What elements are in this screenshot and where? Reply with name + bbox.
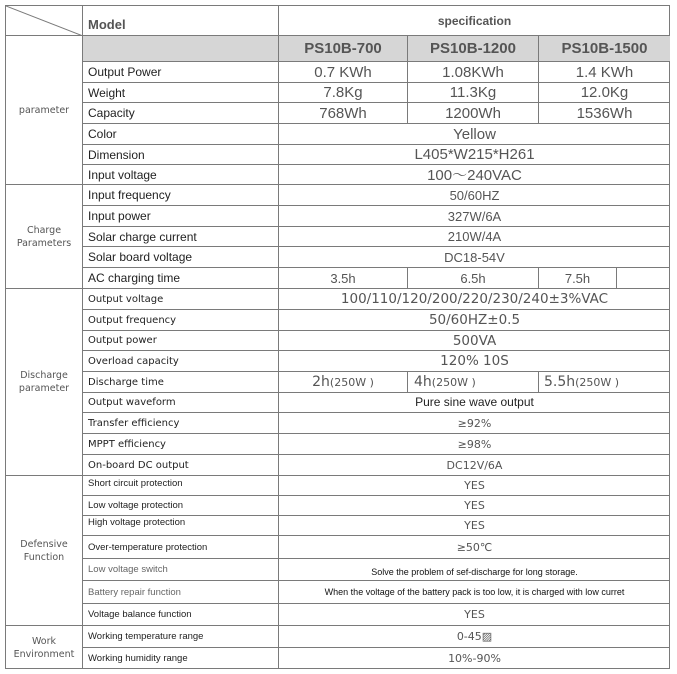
value-low-voltage-protection: YES xyxy=(279,496,670,516)
value-short-circuit-protection: YES xyxy=(279,476,670,496)
row-label-short-circuit-protection: Short circuit protection xyxy=(83,476,279,496)
row-label-working-humidity-range: Working humidity range xyxy=(83,648,279,669)
row-label-low-voltage-switch: Low voltage switch xyxy=(83,559,279,581)
value-ac-charging-time-2: 6.5h xyxy=(408,268,539,289)
value-color: Yellow xyxy=(279,124,670,145)
row-label-input-power: Input power xyxy=(83,206,279,227)
value-dimension: L405*W215*H261 xyxy=(279,145,670,165)
value-discharge-time-2 xyxy=(408,372,539,393)
model-name-2: PS10B-1200 xyxy=(408,36,539,62)
value-output-voltage: 100/110/120/200/220/230/240±3%VAC xyxy=(279,289,670,310)
value-weight-1: 7.8Kg xyxy=(279,83,408,103)
row-label-battery-repair-function: Battery repair function xyxy=(83,581,279,604)
value-onboard-dc-output: DC12V/6A xyxy=(279,455,670,476)
row-label-overload-capacity: Overload capacity xyxy=(83,351,279,372)
group-defensive-function: Defensive Function xyxy=(6,476,83,626)
group-work-environment: Work Environment xyxy=(6,626,83,669)
row-label-discharge-time: Discharge time xyxy=(83,372,279,393)
row-label-weight: Weight xyxy=(83,83,279,103)
corner-cell xyxy=(6,6,83,36)
discharge-time-main: 2h xyxy=(312,374,330,390)
value-transfer-efficiency: ≥92% xyxy=(279,413,670,434)
value-over-temperature-protection: ≥50℃ xyxy=(279,536,670,559)
value-output-power-2: 1.08KWh xyxy=(408,62,539,83)
value-capacity-3: 1536Wh xyxy=(539,103,670,124)
group-charge-parameters: Charge Parameters xyxy=(6,185,83,289)
row-label-output-power: Output Power xyxy=(83,62,279,83)
discharge-time-load: (250W ) xyxy=(575,375,620,389)
group-discharge-parameter: Discharge parameter xyxy=(6,289,83,476)
row-label-capacity: Capacity xyxy=(83,103,279,124)
row-label-input-frequency: Input frequency xyxy=(83,185,279,206)
diagonal-line-icon xyxy=(6,6,83,36)
row-label-low-voltage-protection: Low voltage protection xyxy=(83,496,279,516)
model-row-label xyxy=(83,36,279,62)
value-mppt-efficiency: ≥98% xyxy=(279,434,670,455)
row-label-output-waveform: Output waveform xyxy=(83,393,279,413)
value-discharge-time-1 xyxy=(279,372,408,393)
group-parameter: parameter xyxy=(6,36,83,185)
value-working-temperature-range: 0-45▨ xyxy=(279,626,670,648)
value-output-frequency: 50/60HZ±0.5 xyxy=(279,310,670,331)
value-input-power: 327W/6A xyxy=(279,206,670,227)
value-battery-repair-function: When the voltage of the battery pack is too low, it is charged with low curret xyxy=(279,581,670,604)
row-label-transfer-efficiency: Transfer efficiency xyxy=(83,413,279,434)
value-ac-charging-time-1: 3.5h xyxy=(279,268,408,289)
value-overload-capacity: 120% 10S xyxy=(279,351,670,372)
discharge-time-load: (250W ) xyxy=(431,375,476,389)
row-label-solar-charge-current: Solar charge current xyxy=(83,227,279,247)
value-solar-board-voltage: DC18-54V xyxy=(279,247,670,268)
discharge-time-main: 5.5h xyxy=(544,374,576,390)
model-name-3: PS10B-1500 xyxy=(539,36,670,62)
row-label-onboard-dc-output: On-board DC output xyxy=(83,455,279,476)
value-weight-3: 12.0Kg xyxy=(539,83,670,103)
empty-cell xyxy=(617,268,670,289)
row-label-over-temperature-protection: Over-temperature protection xyxy=(83,536,279,559)
row-label-output-voltage: Output voltage xyxy=(83,289,279,310)
row-label-output-power-discharge: Output power xyxy=(83,331,279,351)
value-working-humidity-range: 10%-90% xyxy=(448,652,501,665)
specification-table xyxy=(5,5,670,669)
row-label-high-voltage-protection: High voltage protection xyxy=(83,516,279,536)
row-label-working-temperature-range: Working temperature range xyxy=(83,626,279,648)
value-weight-2: 11.3Kg xyxy=(408,83,539,103)
value-high-voltage-protection: YES xyxy=(279,516,670,536)
row-label-input-voltage: Input voltage xyxy=(83,165,279,185)
row-label-dimension: Dimension xyxy=(83,145,279,165)
row-label-output-frequency: Output frequency xyxy=(83,310,279,331)
value-output-power-3: 1.4 KWh xyxy=(539,62,670,83)
value-input-frequency: 50/60HZ xyxy=(279,185,670,206)
value-low-voltage-switch: Solve the problem of sef-discharge for long storage. xyxy=(279,559,670,581)
value-ac-charging-time-3: 7.5h xyxy=(539,268,617,289)
value-solar-charge-current: 210W/4A xyxy=(279,227,670,247)
model-name-1: PS10B-700 xyxy=(279,36,408,62)
value-output-waveform: Pure sine wave output xyxy=(279,393,670,413)
row-label-solar-board-voltage: Solar board voltage xyxy=(83,247,279,268)
discharge-time-main: 4h xyxy=(414,374,432,390)
row-label-color: Color xyxy=(83,124,279,145)
value-voltage-balance-function: YES xyxy=(279,604,670,626)
discharge-time-load: (250W ) xyxy=(329,375,374,389)
row-label-ac-charging-time: AC charging time xyxy=(83,268,279,289)
row-label-mppt-efficiency: MPPT efficiency xyxy=(83,434,279,455)
value-output-power-discharge: 500VA xyxy=(279,331,670,351)
value-capacity-1: 768Wh xyxy=(279,103,408,124)
value-output-power-1: 0.7 KWh xyxy=(279,62,408,83)
model-header: Model xyxy=(83,6,279,36)
specification-header: specification xyxy=(279,6,670,36)
row-label-voltage-balance-function: Voltage balance function xyxy=(83,604,279,626)
value-input-voltage: 100〜240VAC xyxy=(279,165,670,185)
value-discharge-time-3 xyxy=(539,372,670,393)
value-capacity-2: 1200Wh xyxy=(408,103,539,124)
